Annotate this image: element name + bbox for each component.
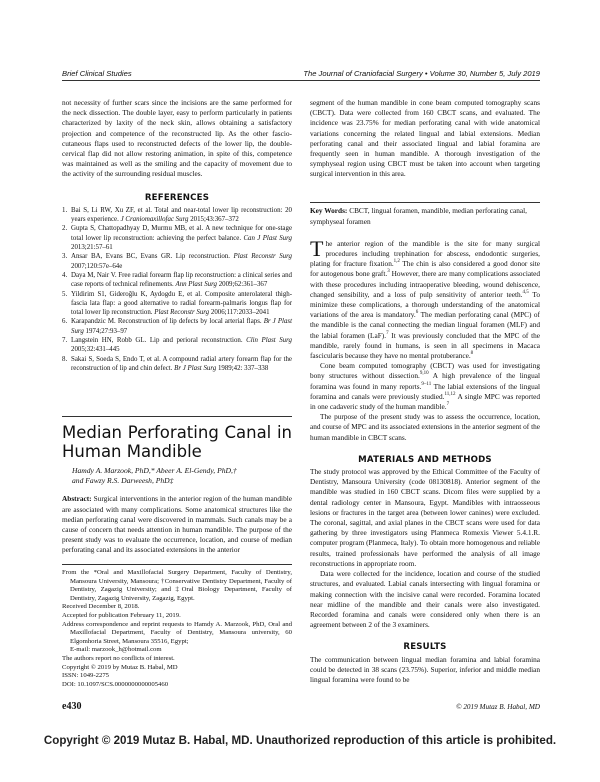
article-head: [62, 423, 292, 555]
reference-text: [71, 317, 292, 336]
abstract: [62, 494, 292, 555]
previous-article-end: [62, 98, 292, 416]
text-run: The labial extensions of the lingual foramina and canals were previously studied.: [310, 381, 540, 401]
authors-line: Hamdy A. Marzook, PhD,* Abeer A. El-Gendy, PhD,†: [72, 466, 237, 476]
reference-number: 8.: [62, 355, 68, 363]
right-column: [310, 98, 540, 689]
citation-superscript: 7: [446, 402, 450, 408]
reference-item: [62, 271, 292, 290]
reference-citation: 2013;21:57–61: [71, 244, 113, 252]
reference-number: 6.: [62, 318, 68, 326]
reference-number: 4.: [62, 271, 68, 279]
reference-item: [62, 290, 292, 318]
reference-number: 7.: [62, 336, 68, 344]
results-heading: RESULTS: [403, 642, 447, 653]
article-title: Median Perforating Canal in Human Mandible: [62, 423, 292, 462]
text-run: To minimize these complications, a thorough understanding of the anatomical variations of the area is mandatory.: [310, 289, 541, 320]
methods-paragraph: Data were collected for the incidence, location and course of the studied structures, and evaluated. Labial canals intersecting with lingual foramina or making connection with the incisive canal were recorded. Foramina located near midline of the mandible and their canals were also investigated. Recorded foramina and canals were considered only when there is an agreement between 2 of the 3 examiners.: [310, 569, 540, 630]
right-column-body: [310, 235, 541, 685]
reference-citation: 2015;43:367–372: [190, 216, 239, 224]
abstract-label: Abstract:: [62, 494, 92, 504]
results-paragraph: The communication between lingual median foramina and labial foramina could be detected in 38 scans (23.75%). Superior, inferior and middle median lingual foramina were found to be: [310, 654, 540, 684]
citation-superscript: 4,5: [522, 289, 529, 295]
authors-line: and Fawzy R.S. Darweesh, PhD‡: [72, 476, 174, 486]
section-label: Brief Clinical Studies: [62, 69, 132, 78]
journal-name: Clin Plast Surg: [246, 336, 292, 344]
authors: [62, 466, 292, 486]
reference-title: Ansar BA, Evans BC, Evans GR. Lip reconstruction.: [71, 253, 230, 261]
citation-superscript: 11,12: [444, 391, 456, 397]
issn: ISSN: 1049-2275: [62, 672, 110, 680]
methods-heading: MATERIALS AND METHODS: [358, 454, 492, 465]
reference-number: 2.: [62, 225, 68, 233]
intro-paragraph: [310, 235, 541, 361]
methods-paragraph: The study protocol was approved by the Ethical Committee of the Faculty of Dentistry, Mansoura University (code 08130818). Anterior segment of the mandible was studied in 160 CBCT scans. Dicom files were supplied by a dental radiology center in Mansoura, Egypt. Mandibles with intraosseous lesions or fractures in the target area (between lower canines) were excluded. The coronal, sagittal, and axial planes in the CBCT scans were used for data gathering by three investigators using Planmeca Romexis Viewer 5.4.1.R. computer program (Planmeca, Italy). To obtain more homogenous and reliable results, trained professionals have performed the analysis of all image reconstructions in appropriate room.: [310, 467, 540, 568]
intro-paragraph: [310, 361, 540, 412]
keywords-label: Key Words:: [310, 206, 348, 216]
journal-name: Plast Reconstr Surg: [154, 309, 210, 317]
page-footer: [62, 701, 540, 712]
reference-text: [71, 206, 292, 225]
citation-superscript: 9–11: [421, 381, 432, 387]
reference-citation: 2005;32:431–445: [71, 346, 120, 354]
reference-list: [62, 206, 292, 373]
keywords: [310, 206, 540, 226]
reference-citation: 2006;117:2033–2041: [210, 309, 270, 317]
accepted-date: Accepted for publication February 11, 2019.: [62, 611, 181, 619]
reference-item: [62, 317, 292, 336]
right-column-abstract: [310, 98, 540, 202]
reference-text: [71, 224, 292, 252]
reference-title: Karapandzic M. Reconstruction of lip defects by local arterial flaps.: [71, 318, 262, 326]
page-number: e430: [62, 701, 82, 713]
reference-number: 3.: [62, 253, 68, 261]
journal-name: J Craniomaxillofac Surg: [120, 216, 189, 224]
text-run: A single MPC was reported in one cadaveric study of the human mandible.: [310, 391, 540, 412]
divider: [310, 202, 540, 203]
journal-name: Plast Reconstr Surg: [233, 253, 292, 261]
journal-name: Br J Plast Surg: [174, 364, 217, 372]
left-column: [62, 98, 292, 689]
copyright-note: Copyright © 2019 by Mutaz B. Habal, MD: [62, 663, 178, 671]
affiliations: From the *Oral and Maxillofacial Surgery Department, Faculty of Dentistry, Mansoura University, Mansoura; †Conservative Dentistry Department, Faculty of Dentistry, Zagazig University; and ‡Oral Biology Department, Faculty of Dentistry, Zagazig University, Zagazig, Egypt.: [62, 569, 292, 602]
reference-title: Sakai S, Soeda S, Endo T, et al. A compound radial artery forearm flap for the reconstruction of lip and chin defect.: [71, 355, 292, 372]
reference-text: [71, 271, 292, 290]
reference-number: 1.: [62, 206, 68, 214]
citation-superscript: 6: [415, 310, 419, 316]
text-run: However, there are many complications associated with these procedures including intraoperative bleeding, wound dehiscence, changed sensibility, and a loss of pulp sensitivity of anterior teeth.: [310, 269, 540, 299]
references-heading: REFERENCES: [144, 192, 210, 203]
reference-title: Daya M, Nair V. Free radial forearm flap lip reconstruction: a clinical series and case reports of technical refinements.: [71, 271, 292, 289]
footer-copyright: © 2019 Mutaz B. Habal, MD: [456, 703, 540, 712]
journal-info: The Journal of Craniofacial Surgery • Volume 30, Number 5, July 2019: [303, 69, 540, 78]
footnotes: [62, 569, 292, 689]
text-run: A high prevalence of the lingual foramina was found in many reports.: [310, 371, 540, 391]
running-header: [62, 66, 540, 81]
email: E-mail: marzook_h@hotmail.com: [70, 646, 162, 654]
reference-item: [62, 224, 292, 252]
journal-name: Br J Plast Surg: [71, 318, 292, 335]
divider: [62, 416, 292, 417]
drop-cap: T: [310, 235, 324, 261]
text-run: he anterior region of the mandible is the site for many surgical procedures including trephination for abscess, endodontic surgeries, plating for fracture fixation.: [310, 238, 540, 269]
reference-title: Yildirim S1, Gideroğlu K, Aydogdu E, et al. Composite anterolateral thigh-fascia lata flap: a good alternative to radial forearm-palmaris longus flap for total lower lip reconstruction.: [71, 290, 292, 317]
keywords-text: CBCT, lingual foramen, mandible, median perforating canal, symphyseal foramen: [310, 206, 527, 226]
abstract-text: Surgical interventions in the anterior region of the human mandible are associated with many complications. Some anatomical structures like the median perforating canal were discovered in mammals. Such canals may be a cause of concern that needs attention in human mandible. The purpose of the present study was to evaluate the occurrence, location, and course of median perforating canal and its associated extensions in the anterior: [62, 494, 292, 555]
reference-text: [71, 290, 292, 318]
reference-text: [71, 252, 292, 271]
copyright-banner: Copyright © 2019 Mutaz B. Habal, MD. Unauthorized reproduction of this article is prohibited.: [43, 734, 557, 748]
divider: [62, 564, 292, 565]
reference-title: Bai S, Li RW, Xu ZF, et al. Total and near-total lower lip reconstruction: 20 years experience.: [71, 206, 292, 224]
doi: DOI: 10.1097/SCS.0000000000005460: [62, 680, 169, 688]
citation-superscript: 9,10: [419, 371, 429, 377]
reference-number: 5.: [62, 290, 68, 298]
correspondence-address: Address correspondence and reprint requests to Hamdy A. Marzook, PhD, Oral and Maxillofacial Department, Faculty of Dentistry, Mansoura university, 60 Elgomhoria Street, Mansoura 35516, Egypt;: [62, 620, 292, 645]
reference-citation: 1989;42: 337–338: [217, 364, 269, 372]
reference-citation: 1974;27:93–97: [85, 327, 128, 335]
citation-superscript: 8: [470, 351, 474, 357]
reference-item: [62, 355, 292, 374]
reference-title: Gupta S, Chattopadhyay D, Murmu MB, et al. A new technique for one-stage total lower lip reconstruction: achieving the perfect balance.: [71, 225, 292, 242]
conflicts: The authors report no conflicts of interest.: [62, 654, 175, 662]
reference-text: [71, 355, 292, 374]
text-run: It was previously concluded that the MPC of the mandible, rarely found in humans, is seen in all specimens in Macaca fascicularis because they have no mental protuberance.: [310, 330, 540, 361]
columns: [62, 98, 540, 689]
body-paragraph: not necessity of further scars since the incisions are the same performed for the neck dissection. The double layer, easy to perform particularly in patients characterized by laxity of the neck skin, allows obtaining a satisfactory projection and competence of the reconstructed lip. As the other fascio-cutaneous flaps used to reconstructed defects of the lower lip, the double-cervical flap did not allow restoring animation, in spite of this, competence was maintained as well as the smiling and the capacity of movement due to the activity of the surrounding residual muscles.: [62, 98, 292, 179]
reference-text: [71, 336, 292, 355]
reference-title: Langstein HN, Robb GL. Lip and perioral reconstruction.: [71, 336, 243, 344]
journal-name: Can J Plast Surg: [243, 234, 292, 242]
reference-item: [62, 336, 292, 355]
citation-superscript: 3: [387, 269, 390, 275]
reference-citation: 2007;120:57e–64e: [71, 262, 123, 270]
reference-item: [62, 206, 292, 225]
citation-superscript: 1,2: [393, 259, 400, 265]
reference-item: [62, 252, 292, 271]
citation-superscript: 7: [386, 330, 389, 336]
abstract-continued: segment of the human mandible in cone beam computed tomography scans (CBCT). Data were collected from 160 CBCT scans, and evaluated. The incidence was 23.75% for median perforating canal with wide anatomical variations concerning the related lingual and labial extensions. Median perforating canal and their associated lingual and labial foramina are frequently seen in human mandible. A thorough investigation of the symphyseal region using CBCT must be taken into account when targeting surgical intervention in this area.: [310, 98, 540, 179]
text-run: Cone beam computed tomography (CBCT) was used for investigating bony structures without dissection.: [310, 361, 540, 381]
text-run: The median perforating canal (MPC) of the mandible is the canal connecting the median lingual foramen (MLF) and the labial foramen (LaF).: [310, 310, 540, 340]
reference-citation: 2009;62:361–367: [218, 281, 268, 289]
text-run: The chin is also considered a good donor site for autogenous bone graft.: [310, 259, 540, 279]
received-date: Received December 8, 2018.: [62, 603, 140, 611]
intro-paragraph: The purpose of the present study was to assess the occurrence, location, and course of MPC and its associated extensions in the anterior segment of the human mandible in CBCT scans.: [310, 412, 540, 442]
journal-name: Ann Plast Surg: [175, 281, 217, 289]
